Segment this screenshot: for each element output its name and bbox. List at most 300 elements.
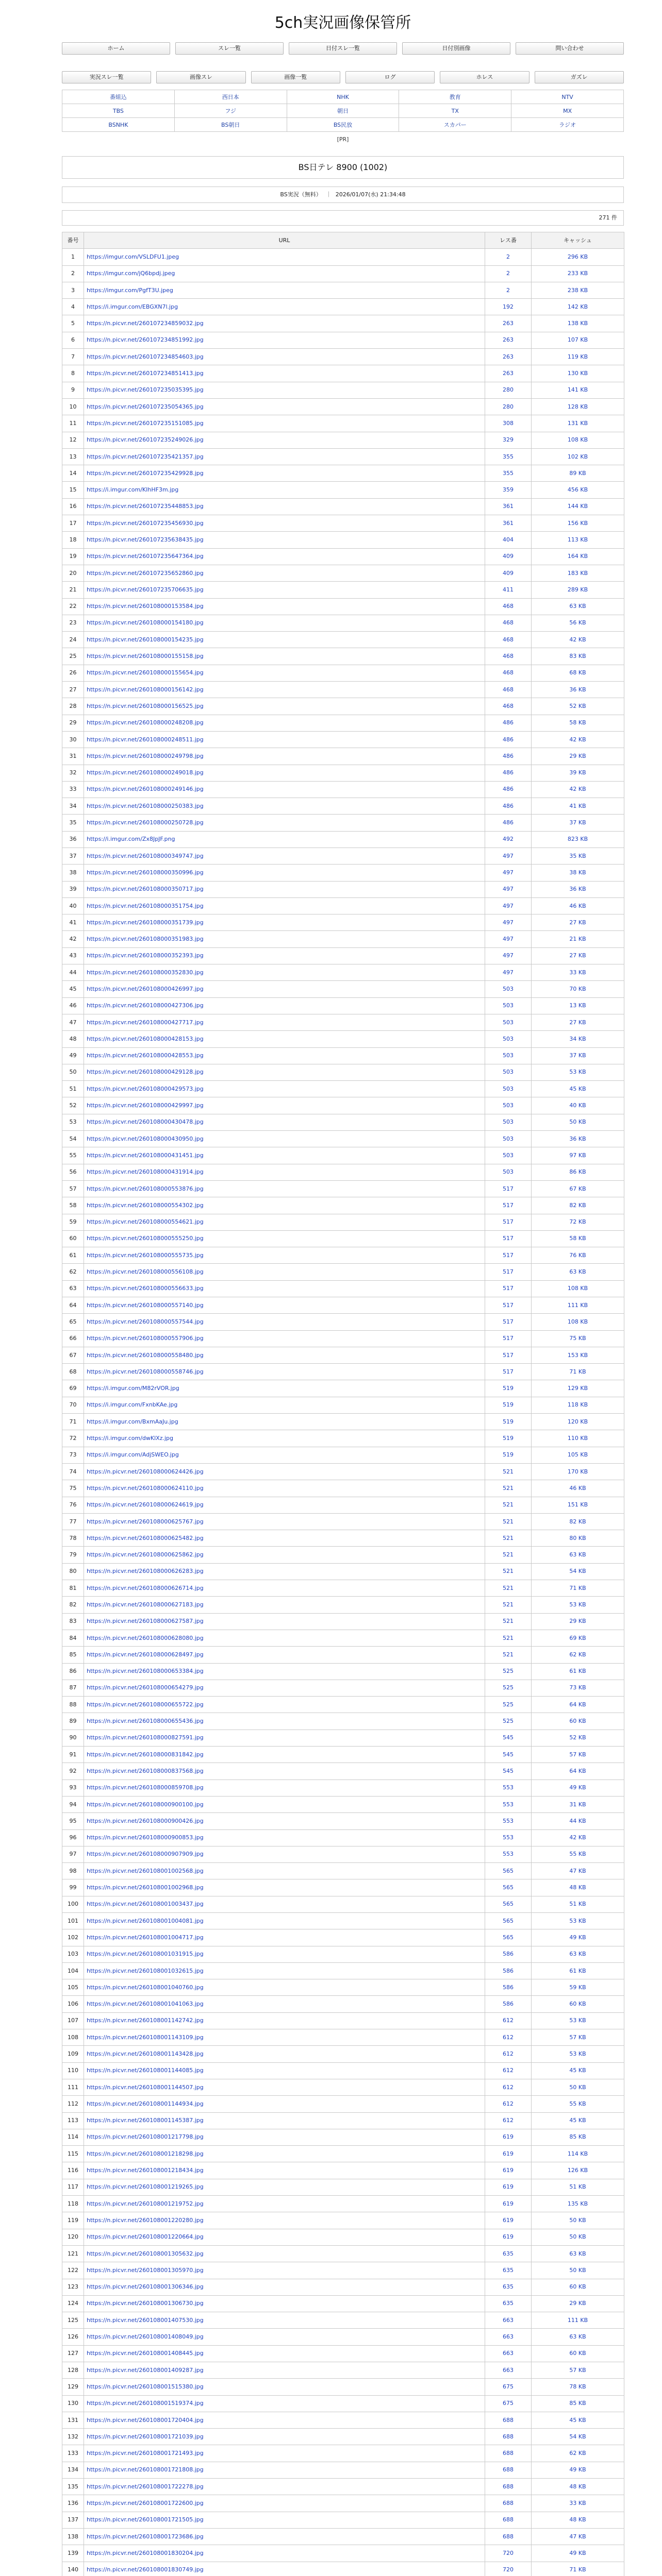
image-url-link[interactable]: https://n.picvr.net/260108000624110.jpg <box>87 1484 204 1492</box>
cache-size-link[interactable]: 80 KB <box>569 1534 586 1541</box>
res-number-link[interactable]: 675 <box>503 2400 514 2407</box>
image-url-link[interactable]: https://n.picvr.net/260108000626283.jpg <box>87 1568 204 1575</box>
image-url-link[interactable]: https://n.picvr.net/260107234859032.jpg <box>87 320 204 327</box>
res-number-link[interactable]: 409 <box>503 553 514 560</box>
cache-size-link[interactable]: 59 KB <box>569 1984 586 1991</box>
image-url-link[interactable]: https://n.picvr.net/260108000428553.jpg <box>87 1052 204 1059</box>
cache-size-link[interactable]: 61 KB <box>569 1668 586 1675</box>
res-number-link[interactable]: 612 <box>503 2017 514 2024</box>
cache-size-link[interactable]: 49 KB <box>569 2549 586 2556</box>
image-url-link[interactable]: https://n.picvr.net/260107235421357.jpg <box>87 453 204 460</box>
res-number-link[interactable]: 688 <box>503 2533 514 2540</box>
cache-size-link[interactable]: 45 KB <box>569 2117 586 2124</box>
image-url-link[interactable]: https://n.picvr.net/260108000555250.jpg <box>87 1235 204 1242</box>
image-url-link[interactable]: https://n.picvr.net/260108001004081.jpg <box>87 1917 204 1924</box>
cache-size-link[interactable]: 45 KB <box>569 1085 586 1092</box>
cache-size-link[interactable]: 45 KB <box>569 2416 586 2424</box>
image-url-link[interactable]: https://n.picvr.net/260108000351739.jpg <box>87 919 204 926</box>
cache-size-link[interactable]: 33 KB <box>569 2500 586 2507</box>
res-number-link[interactable]: 619 <box>503 2133 514 2141</box>
cache-size-link[interactable]: 50 KB <box>569 1118 586 1126</box>
cache-size-link[interactable]: 36 KB <box>569 1135 586 1142</box>
image-url-link[interactable]: https://n.picvr.net/260108001305970.jpg <box>87 2266 204 2274</box>
res-number-link[interactable]: 525 <box>503 1684 514 1691</box>
image-url-link[interactable]: https://n.picvr.net/260108001409287.jpg <box>87 2366 204 2374</box>
res-number-link[interactable]: 517 <box>503 1251 514 1259</box>
image-url-link[interactable]: https://n.picvr.net/260108000553876.jpg <box>87 1185 204 1192</box>
image-url-link[interactable]: https://n.picvr.net/260108000558480.jpg <box>87 1351 204 1359</box>
res-number-link[interactable]: 497 <box>503 936 514 943</box>
cache-size-link[interactable]: 69 KB <box>569 1634 586 1641</box>
res-number-link[interactable]: 635 <box>503 2266 514 2274</box>
cache-size-link[interactable]: 21 KB <box>569 936 586 943</box>
image-url-link[interactable]: https://n.picvr.net/260108000248511.jpg <box>87 736 204 743</box>
image-url-link[interactable]: https://n.picvr.net/260108000156525.jpg <box>87 702 204 709</box>
res-number-link[interactable]: 521 <box>503 1568 514 1575</box>
image-url-link[interactable]: https://imgur.com/jQ6bpdj.jpeg <box>87 270 175 277</box>
res-number-link[interactable]: 519 <box>503 1435 514 1442</box>
image-url-link[interactable]: https://n.picvr.net/260108001306346.jpg <box>87 2283 204 2291</box>
cache-size-link[interactable]: 64 KB <box>569 1767 586 1774</box>
image-url-link[interactable]: https://n.picvr.net/260108001144085.jpg <box>87 2067 204 2074</box>
cache-size-link[interactable]: 73 KB <box>569 1684 586 1691</box>
channel-link[interactable]: ラジオ <box>559 122 576 128</box>
cache-size-link[interactable]: 97 KB <box>569 1151 586 1159</box>
cache-size-link[interactable]: 111 KB <box>567 1301 588 1309</box>
image-url-link[interactable]: https://n.picvr.net/260108000250728.jpg <box>87 819 204 826</box>
cache-size-link[interactable]: 238 KB <box>567 286 588 294</box>
cache-size-link[interactable]: 35 KB <box>569 852 586 859</box>
image-url-link[interactable]: https://i.imgur.com/AdjSWEO.jpg <box>87 1451 179 1459</box>
cache-size-link[interactable]: 63 KB <box>569 2250 586 2257</box>
res-number-link[interactable]: 663 <box>503 2366 514 2374</box>
nav-item-6[interactable]: ガズレ <box>535 71 624 83</box>
image-url-link[interactable]: https://n.picvr.net/260108000654279.jpg <box>87 1684 204 1691</box>
cache-size-link[interactable]: 62 KB <box>569 2450 586 2457</box>
image-url-link[interactable]: https://n.picvr.net/260108000250383.jpg <box>87 802 204 809</box>
res-number-link[interactable]: 663 <box>503 2316 514 2324</box>
res-number-link[interactable]: 468 <box>503 619 514 626</box>
image-url-link[interactable]: https://n.picvr.net/260108000655436.jpg <box>87 1718 204 1725</box>
res-number-link[interactable]: 635 <box>503 2283 514 2291</box>
res-number-link[interactable]: 308 <box>503 419 514 427</box>
image-url-link[interactable]: https://n.picvr.net/260108001032615.jpg <box>87 1967 204 1974</box>
cache-size-link[interactable]: 151 KB <box>567 1501 588 1509</box>
res-number-link[interactable]: 517 <box>503 1368 514 1375</box>
image-url-link[interactable]: https://n.picvr.net/260108001830749.jpg <box>87 2566 204 2573</box>
image-url-link[interactable]: https://n.picvr.net/260108001220280.jpg <box>87 2216 204 2224</box>
image-url-link[interactable]: https://n.picvr.net/260108000430950.jpg <box>87 1135 204 1142</box>
cache-size-link[interactable]: 55 KB <box>569 2100 586 2107</box>
res-number-link[interactable]: 517 <box>503 1318 514 1325</box>
image-url-link[interactable]: https://n.picvr.net/260108001721493.jpg <box>87 2450 204 2457</box>
cache-size-link[interactable]: 70 KB <box>569 986 586 992</box>
cache-size-link[interactable]: 135 KB <box>567 2200 588 2207</box>
cache-size-link[interactable]: 29 KB <box>569 752 586 759</box>
res-number-link[interactable]: 720 <box>503 2566 514 2573</box>
cache-size-link[interactable]: 126 KB <box>567 2167 588 2174</box>
cache-size-link[interactable]: 60 KB <box>569 2350 586 2357</box>
image-url-link[interactable]: https://n.picvr.net/260108000352830.jpg <box>87 969 204 976</box>
image-url-link[interactable]: https://n.picvr.net/260108001041063.jpg <box>87 2001 204 2008</box>
image-url-link[interactable]: https://n.picvr.net/260108001721505.jpg <box>87 2516 204 2523</box>
res-number-link[interactable]: 517 <box>503 1285 514 1292</box>
res-number-link[interactable]: 2 <box>506 253 510 260</box>
res-number-link[interactable]: 565 <box>503 1917 514 1924</box>
cache-size-link[interactable]: 53 KB <box>569 1917 586 1924</box>
cache-size-link[interactable]: 57 KB <box>569 1751 586 1758</box>
image-url-link[interactable]: https://n.picvr.net/260108001515380.jpg <box>87 2383 204 2390</box>
image-url-link[interactable]: https://n.picvr.net/260108000624619.jpg <box>87 1501 204 1509</box>
cache-size-link[interactable]: 27 KB <box>569 952 586 959</box>
cache-size-link[interactable]: 13 KB <box>569 1002 586 1009</box>
channel-link[interactable]: TBS <box>112 107 124 114</box>
res-number-link[interactable]: 688 <box>503 2450 514 2457</box>
image-url-link[interactable]: https://n.picvr.net/260108000625862.jpg <box>87 1551 204 1558</box>
res-number-link[interactable]: 565 <box>503 1867 514 1874</box>
res-number-link[interactable]: 619 <box>503 2233 514 2241</box>
res-number-link[interactable]: 519 <box>503 1401 514 1409</box>
res-number-link[interactable]: 586 <box>503 2001 514 2008</box>
res-number-link[interactable]: 688 <box>503 2500 514 2507</box>
image-url-link[interactable]: https://n.picvr.net/260108001002568.jpg <box>87 1867 204 1874</box>
res-number-link[interactable]: 619 <box>503 2216 514 2224</box>
cache-size-link[interactable]: 129 KB <box>567 1385 588 1392</box>
image-url-link[interactable]: https://n.picvr.net/260108001830204.jpg <box>87 2549 204 2556</box>
image-url-link[interactable]: https://n.picvr.net/260108001145387.jpg <box>87 2117 204 2124</box>
cache-size-link[interactable]: 86 KB <box>569 1168 586 1176</box>
nav-home[interactable]: ホーム <box>62 42 170 55</box>
res-number-link[interactable]: 468 <box>503 653 514 660</box>
res-number-link[interactable]: 521 <box>503 1518 514 1525</box>
channel-link[interactable]: 番組込 <box>109 94 127 100</box>
res-number-link[interactable]: 521 <box>503 1651 514 1658</box>
image-url-link[interactable]: https://n.picvr.net/260108000555735.jpg <box>87 1251 204 1259</box>
image-url-link[interactable]: https://n.picvr.net/260108000827591.jpg <box>87 1734 204 1741</box>
image-url-link[interactable]: https://n.picvr.net/260108001722600.jpg <box>87 2500 204 2507</box>
res-number-link[interactable]: 503 <box>503 1118 514 1126</box>
image-url-link[interactable]: https://n.picvr.net/260108001002968.jpg <box>87 1884 204 1891</box>
cache-size-link[interactable]: 71 KB <box>569 1368 586 1375</box>
image-url-link[interactable]: https://n.picvr.net/260108000627587.jpg <box>87 1618 204 1625</box>
res-number-link[interactable]: 553 <box>503 1817 514 1824</box>
cache-size-link[interactable]: 63 KB <box>569 2333 586 2341</box>
image-url-link[interactable]: https://n.picvr.net/260108001144507.jpg <box>87 2083 204 2091</box>
image-url-link[interactable]: https://n.picvr.net/260108000625767.jpg <box>87 1518 204 1525</box>
cache-size-link[interactable]: 46 KB <box>569 902 586 909</box>
image-url-link[interactable]: https://n.picvr.net/260108000655722.jpg <box>87 1701 204 1708</box>
image-url-link[interactable]: https://n.picvr.net/260108001003437.jpg <box>87 1901 204 1908</box>
res-number-link[interactable]: 517 <box>503 1201 514 1209</box>
image-url-link[interactable]: https://n.picvr.net/260108000900100.jpg <box>87 1801 204 1808</box>
cache-size-link[interactable]: 40 KB <box>569 1102 586 1109</box>
res-number-link[interactable]: 486 <box>503 736 514 743</box>
cache-size-link[interactable]: 51 KB <box>569 1901 586 1908</box>
res-number-link[interactable]: 521 <box>503 1534 514 1541</box>
res-number-link[interactable]: 503 <box>503 1102 514 1109</box>
res-number-link[interactable]: 517 <box>503 1218 514 1226</box>
cache-size-link[interactable]: 61 KB <box>569 1967 586 1974</box>
cache-size-link[interactable]: 57 KB <box>569 2366 586 2374</box>
image-url-link[interactable]: https://n.picvr.net/260108000624426.jpg <box>87 1468 204 1475</box>
cache-size-link[interactable]: 48 KB <box>569 2483 586 2490</box>
cache-size-link[interactable]: 51 KB <box>569 2183 586 2191</box>
cache-size-link[interactable]: 49 KB <box>569 2466 586 2473</box>
channel-link[interactable]: TX <box>451 107 459 114</box>
cache-size-link[interactable]: 53 KB <box>569 1601 586 1608</box>
res-number-link[interactable]: 404 <box>503 536 514 543</box>
image-url-link[interactable]: https://i.imgur.com/M82rVOR.jpg <box>87 1385 179 1392</box>
cache-size-link[interactable]: 63 KB <box>569 1951 586 1958</box>
res-number-link[interactable]: 619 <box>503 2167 514 2174</box>
res-number-link[interactable]: 355 <box>503 453 514 460</box>
cache-size-link[interactable]: 63 KB <box>569 603 586 610</box>
cache-size-link[interactable]: 156 KB <box>567 519 588 527</box>
cache-size-link[interactable]: 108 KB <box>567 1285 588 1292</box>
image-url-link[interactable]: https://n.picvr.net/260107235151085.jpg <box>87 419 204 427</box>
image-url-link[interactable]: https://n.picvr.net/260108000352393.jpg <box>87 952 204 959</box>
channel-link[interactable]: BS民放 <box>333 122 353 128</box>
cache-size-link[interactable]: 37 KB <box>569 1052 586 1059</box>
nav-thread-list[interactable]: スレ一覧 <box>175 42 284 55</box>
res-number-link[interactable]: 486 <box>503 819 514 826</box>
res-number-link[interactable]: 586 <box>503 1984 514 1991</box>
channel-link[interactable]: 教育 <box>449 94 461 100</box>
cache-size-link[interactable]: 29 KB <box>569 1618 586 1625</box>
image-url-link[interactable]: https://n.picvr.net/260108001408445.jpg <box>87 2350 204 2357</box>
image-url-link[interactable]: https://n.picvr.net/260108001219265.jpg <box>87 2183 204 2191</box>
res-number-link[interactable]: 486 <box>503 719 514 726</box>
res-number-link[interactable]: 545 <box>503 1751 514 1758</box>
res-number-link[interactable]: 525 <box>503 1701 514 1708</box>
image-url-link[interactable]: https://n.picvr.net/260108001143109.jpg <box>87 2033 204 2041</box>
cache-size-link[interactable]: 55 KB <box>569 1851 586 1858</box>
image-url-link[interactable]: https://n.picvr.net/260108000900426.jpg <box>87 1817 204 1824</box>
image-url-link[interactable]: https://n.picvr.net/260107234854603.jpg <box>87 353 204 360</box>
res-number-link[interactable]: 503 <box>503 1085 514 1092</box>
image-url-link[interactable]: https://n.picvr.net/260108000249018.jpg <box>87 769 204 776</box>
image-url-link[interactable]: https://n.picvr.net/260107235652860.jpg <box>87 569 204 577</box>
cache-size-link[interactable]: 60 KB <box>569 2283 586 2291</box>
cache-size-link[interactable]: 114 KB <box>567 2150 588 2157</box>
res-number-link[interactable]: 521 <box>503 1484 514 1492</box>
res-number-link[interactable]: 503 <box>503 1019 514 1026</box>
res-number-link[interactable]: 361 <box>503 503 514 510</box>
res-number-link[interactable]: 688 <box>503 2416 514 2424</box>
cache-size-link[interactable]: 57 KB <box>569 2033 586 2041</box>
res-number-link[interactable]: 263 <box>503 336 514 344</box>
cache-size-link[interactable]: 108 KB <box>567 436 588 444</box>
cache-size-link[interactable]: 36 KB <box>569 886 586 893</box>
board-link[interactable]: BS実況（無料） <box>280 191 322 198</box>
res-number-link[interactable]: 612 <box>503 2067 514 2074</box>
res-number-link[interactable]: 519 <box>503 1385 514 1392</box>
image-url-link[interactable]: https://n.picvr.net/260107234851992.jpg <box>87 336 204 344</box>
image-url-link[interactable]: https://n.picvr.net/260108001143428.jpg <box>87 2050 204 2057</box>
image-url-link[interactable]: https://n.picvr.net/260107235456930.jpg <box>87 519 204 527</box>
res-number-link[interactable]: 635 <box>503 2300 514 2307</box>
cache-size-link[interactable]: 141 KB <box>567 386 588 394</box>
cache-size-link[interactable]: 42 KB <box>569 786 586 793</box>
cache-size-link[interactable]: 144 KB <box>567 503 588 510</box>
cache-size-link[interactable]: 53 KB <box>569 2017 586 2024</box>
res-number-link[interactable]: 553 <box>503 1834 514 1841</box>
cache-size-link[interactable]: 75 KB <box>569 1335 586 1342</box>
cache-size-link[interactable]: 67 KB <box>569 1185 586 1192</box>
nav-images-by-date[interactable]: 日付別画像 <box>402 42 510 55</box>
cache-size-link[interactable]: 119 KB <box>567 353 588 360</box>
res-number-link[interactable]: 688 <box>503 2466 514 2473</box>
image-url-link[interactable]: https://n.picvr.net/260107235054365.jpg <box>87 403 204 410</box>
channel-link[interactable]: 西日本 <box>222 94 239 100</box>
cache-size-link[interactable]: 138 KB <box>567 320 588 327</box>
image-url-link[interactable]: https://n.picvr.net/260108000628080.jpg <box>87 1634 204 1641</box>
res-number-link[interactable]: 521 <box>503 1501 514 1509</box>
image-url-link[interactable]: https://n.picvr.net/260108000351754.jpg <box>87 902 204 909</box>
cache-size-link[interactable]: 105 KB <box>567 1451 588 1459</box>
res-number-link[interactable]: 497 <box>503 969 514 976</box>
image-url-link[interactable]: https://n.picvr.net/260108000249798.jpg <box>87 752 204 759</box>
image-url-link[interactable]: https://n.picvr.net/260108000428153.jpg <box>87 1035 204 1042</box>
res-number-link[interactable]: 468 <box>503 686 514 693</box>
image-url-link[interactable]: https://n.picvr.net/260108000349747.jpg <box>87 852 204 859</box>
image-url-link[interactable]: https://n.picvr.net/260108000350717.jpg <box>87 886 204 893</box>
res-number-link[interactable]: 635 <box>503 2250 514 2257</box>
image-url-link[interactable]: https://n.picvr.net/260107234851413.jpg <box>87 370 204 377</box>
res-number-link[interactable]: 497 <box>503 886 514 893</box>
channel-link[interactable]: MX <box>563 107 572 114</box>
image-url-link[interactable]: https://n.picvr.net/260108000628497.jpg <box>87 1651 204 1658</box>
nav-image-list[interactable]: 画像一覧 <box>251 71 340 83</box>
res-number-link[interactable]: 612 <box>503 2117 514 2124</box>
cache-size-link[interactable]: 456 KB <box>567 486 588 494</box>
res-number-link[interactable]: 503 <box>503 1135 514 1142</box>
res-number-link[interactable]: 263 <box>503 320 514 327</box>
image-url-link[interactable]: https://n.picvr.net/260108000556633.jpg <box>87 1285 204 1292</box>
res-number-link[interactable]: 612 <box>503 2100 514 2107</box>
cache-size-link[interactable]: 89 KB <box>569 469 586 477</box>
image-url-link[interactable]: https://n.picvr.net/260108001519374.jpg <box>87 2400 204 2407</box>
res-number-link[interactable]: 619 <box>503 2200 514 2207</box>
image-url-link[interactable]: https://n.picvr.net/260108000431451.jpg <box>87 1151 204 1159</box>
cache-size-link[interactable]: 50 KB <box>569 2266 586 2274</box>
cache-size-link[interactable]: 48 KB <box>569 1884 586 1891</box>
image-url-link[interactable]: https://n.picvr.net/260107235429928.jpg <box>87 469 204 477</box>
cache-size-link[interactable]: 49 KB <box>569 1934 586 1941</box>
res-number-link[interactable]: 468 <box>503 702 514 709</box>
channel-link[interactable]: フジ <box>225 108 236 114</box>
res-number-link[interactable]: 565 <box>503 1901 514 1908</box>
image-url-link[interactable]: https://n.picvr.net/260108000427717.jpg <box>87 1019 204 1026</box>
res-number-link[interactable]: 675 <box>503 2383 514 2390</box>
image-url-link[interactable]: https://n.picvr.net/260108000653384.jpg <box>87 1668 204 1675</box>
res-number-link[interactable]: 503 <box>503 1168 514 1176</box>
res-number-link[interactable]: 565 <box>503 1884 514 1891</box>
cache-size-link[interactable]: 27 KB <box>569 1019 586 1026</box>
image-url-link[interactable]: https://n.picvr.net/260108000429997.jpg <box>87 1102 204 1109</box>
res-number-link[interactable]: 586 <box>503 1967 514 1974</box>
cache-size-link[interactable]: 233 KB <box>567 270 588 277</box>
image-url-link[interactable]: https://i.imgur.com/FxnbKAe.jpg <box>87 1401 178 1409</box>
cache-size-link[interactable]: 60 KB <box>569 2001 586 2008</box>
nav-thread-by-date[interactable]: 日付スレ一覧 <box>289 42 397 55</box>
cache-size-link[interactable]: 37 KB <box>569 819 586 826</box>
cache-size-link[interactable]: 78 KB <box>569 2383 586 2390</box>
channel-link[interactable]: 朝日 <box>337 108 349 114</box>
cache-size-link[interactable]: 289 KB <box>567 586 588 593</box>
cache-size-link[interactable]: 108 KB <box>567 1318 588 1325</box>
image-url-link[interactable]: https://n.picvr.net/260108001723686.jpg <box>87 2533 204 2540</box>
res-number-link[interactable]: 503 <box>503 986 514 992</box>
channel-link[interactable]: スカパー <box>443 122 467 128</box>
cache-size-link[interactable]: 42 KB <box>569 1834 586 1841</box>
image-url-link[interactable]: https://n.picvr.net/260108000831842.jpg <box>87 1751 204 1758</box>
image-url-link[interactable]: https://imgur.com/PgfT3U.jpeg <box>87 286 173 294</box>
image-url-link[interactable]: https://imgur.com/VSLDFU1.jpeg <box>87 253 179 260</box>
cache-size-link[interactable]: 131 KB <box>567 419 588 427</box>
res-number-link[interactable]: 688 <box>503 2433 514 2440</box>
res-number-link[interactable]: 612 <box>503 2033 514 2041</box>
res-number-link[interactable]: 2 <box>506 270 510 277</box>
nav-log[interactable]: ログ <box>345 71 435 83</box>
cache-size-link[interactable]: 164 KB <box>567 553 588 560</box>
nav-contact[interactable]: 問い合わせ <box>516 42 624 55</box>
image-url-link[interactable]: https://n.picvr.net/260108001031915.jpg <box>87 1951 204 1958</box>
res-number-link[interactable]: 612 <box>503 2083 514 2091</box>
res-number-link[interactable]: 545 <box>503 1734 514 1741</box>
cache-size-link[interactable]: 58 KB <box>569 1235 586 1242</box>
image-url-link[interactable]: https://n.picvr.net/260108000351983.jpg <box>87 936 204 943</box>
site-title[interactable]: 5ch実況画像保管所 <box>274 14 411 32</box>
res-number-link[interactable]: 521 <box>503 1551 514 1558</box>
res-number-link[interactable]: 497 <box>503 852 514 859</box>
image-url-link[interactable]: https://n.picvr.net/260108001721808.jpg <box>87 2466 204 2473</box>
cache-size-link[interactable]: 68 KB <box>569 669 586 676</box>
image-url-link[interactable]: https://n.picvr.net/260108000554621.jpg <box>87 1218 204 1226</box>
res-number-link[interactable]: 361 <box>503 519 514 527</box>
cache-size-link[interactable]: 63 KB <box>569 1551 586 1558</box>
res-number-link[interactable]: 521 <box>503 1468 514 1475</box>
res-number-link[interactable]: 280 <box>503 403 514 410</box>
cache-size-link[interactable]: 38 KB <box>569 869 586 876</box>
cache-size-link[interactable]: 52 KB <box>569 1734 586 1741</box>
cache-size-link[interactable]: 50 KB <box>569 2216 586 2224</box>
image-url-link[interactable]: https://n.picvr.net/260108000429573.jpg <box>87 1085 204 1092</box>
cache-size-link[interactable]: 53 KB <box>569 2050 586 2057</box>
image-url-link[interactable]: https://n.picvr.net/260108000426997.jpg <box>87 986 204 992</box>
cache-size-link[interactable]: 83 KB <box>569 653 586 660</box>
image-url-link[interactable]: https://n.picvr.net/260108000155654.jpg <box>87 669 204 676</box>
res-number-link[interactable]: 497 <box>503 869 514 876</box>
res-number-link[interactable]: 497 <box>503 902 514 909</box>
image-url-link[interactable]: https://n.picvr.net/260108001004717.jpg <box>87 1934 204 1941</box>
res-number-link[interactable]: 545 <box>503 1767 514 1774</box>
image-url-link[interactable]: https://n.picvr.net/260108001218434.jpg <box>87 2167 204 2174</box>
image-url-link[interactable]: https://n.picvr.net/260108000625482.jpg <box>87 1534 204 1541</box>
cache-size-link[interactable]: 85 KB <box>569 2400 586 2407</box>
res-number-link[interactable]: 497 <box>503 919 514 926</box>
image-url-link[interactable]: https://n.picvr.net/260108000557906.jpg <box>87 1335 204 1342</box>
cache-size-link[interactable]: 82 KB <box>569 1518 586 1525</box>
res-number-link[interactable]: 411 <box>503 586 514 593</box>
channel-link[interactable]: BS朝日 <box>221 122 240 128</box>
res-number-link[interactable]: 525 <box>503 1668 514 1675</box>
image-url-link[interactable]: https://n.picvr.net/260107235448853.jpg <box>87 503 204 510</box>
res-number-link[interactable]: 409 <box>503 569 514 577</box>
res-number-link[interactable]: 663 <box>503 2333 514 2341</box>
image-url-link[interactable]: https://n.picvr.net/260108000154180.jpg <box>87 619 204 626</box>
res-number-link[interactable]: 517 <box>503 1351 514 1359</box>
